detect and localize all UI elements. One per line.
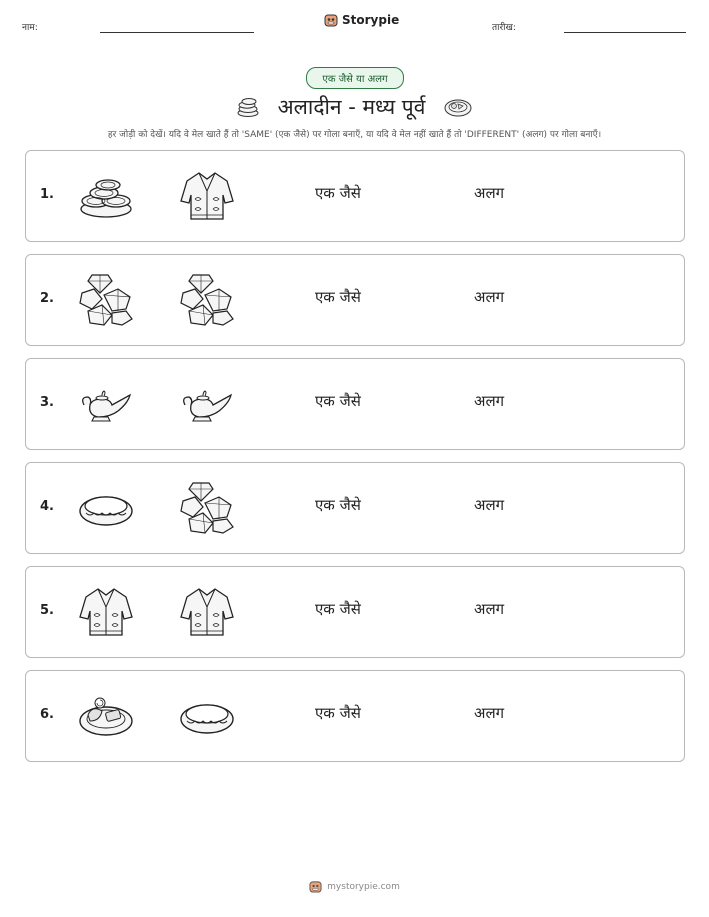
- question-row: [25, 254, 685, 346]
- magic-lamp-icon: [78, 377, 134, 431]
- question-number: 1.: [40, 187, 54, 202]
- worksheet-header: [0, 0, 709, 40]
- food-plate-icon: [78, 689, 134, 743]
- name-field[interactable]: [100, 32, 254, 33]
- question-number: 2.: [40, 291, 54, 306]
- name-label: नाम:: [22, 23, 38, 33]
- worksheet-type-badge: एक जैसे या अलग: [306, 67, 404, 89]
- question-row: [25, 462, 685, 554]
- different-option[interactable]: अलग: [474, 600, 505, 618]
- same-option[interactable]: एक जैसे: [315, 184, 361, 202]
- storypie-mascot-icon: [309, 880, 322, 893]
- instructions: हर जोड़ी को देखें। यदि वे मेल खाते हैं तो 'SAME' (एक जैसे) पर गोला बनाएँ, या यदि वे मेल नहीं खाते हैं तो 'DIFFERENT' (अलग) पर गोला बनाएँ।: [107, 130, 602, 140]
- robe-icon: [179, 585, 235, 639]
- question-number: 4.: [40, 499, 54, 514]
- different-option[interactable]: अलग: [474, 288, 505, 306]
- bracelet-icon: [78, 481, 134, 535]
- same-option[interactable]: एक जैसे: [315, 600, 361, 618]
- question-row: [25, 358, 685, 450]
- different-option[interactable]: अलग: [474, 496, 505, 514]
- robe-icon: [179, 169, 235, 223]
- question-row: [25, 670, 685, 762]
- title-row: [0, 92, 709, 122]
- gems-icon: [179, 481, 235, 535]
- question-row: [25, 566, 685, 658]
- same-option[interactable]: एक जैसे: [315, 288, 361, 306]
- date-field[interactable]: [564, 32, 686, 33]
- different-option[interactable]: अलग: [474, 704, 505, 722]
- food-plate-icon: [443, 96, 473, 118]
- brand-logo: [324, 13, 399, 27]
- page-title: अलादीन - मध्य पूर्व: [277, 95, 426, 119]
- question-number: 6.: [40, 707, 54, 722]
- question-row: [25, 150, 685, 242]
- magic-lamp-icon: [179, 377, 235, 431]
- question-number: 5.: [40, 603, 54, 618]
- footer-url[interactable]: mystorypie.com: [327, 881, 400, 892]
- different-option[interactable]: अलग: [474, 392, 505, 410]
- brand-name: Storypie: [342, 13, 400, 27]
- question-number: 3.: [40, 395, 54, 410]
- footer: [0, 880, 709, 893]
- date-label: तारीख:: [492, 23, 516, 33]
- gems-icon: [78, 273, 134, 327]
- robe-icon: [78, 585, 134, 639]
- same-option[interactable]: एक जैसे: [315, 392, 361, 410]
- bracelet-icon: [179, 689, 235, 743]
- same-option[interactable]: एक जैसे: [315, 496, 361, 514]
- coins-icon: [78, 169, 134, 223]
- same-option[interactable]: एक जैसे: [315, 704, 361, 722]
- coins-icon: [236, 96, 260, 118]
- different-option[interactable]: अलग: [474, 184, 505, 202]
- storypie-mascot-icon: [324, 13, 338, 27]
- gems-icon: [179, 273, 235, 327]
